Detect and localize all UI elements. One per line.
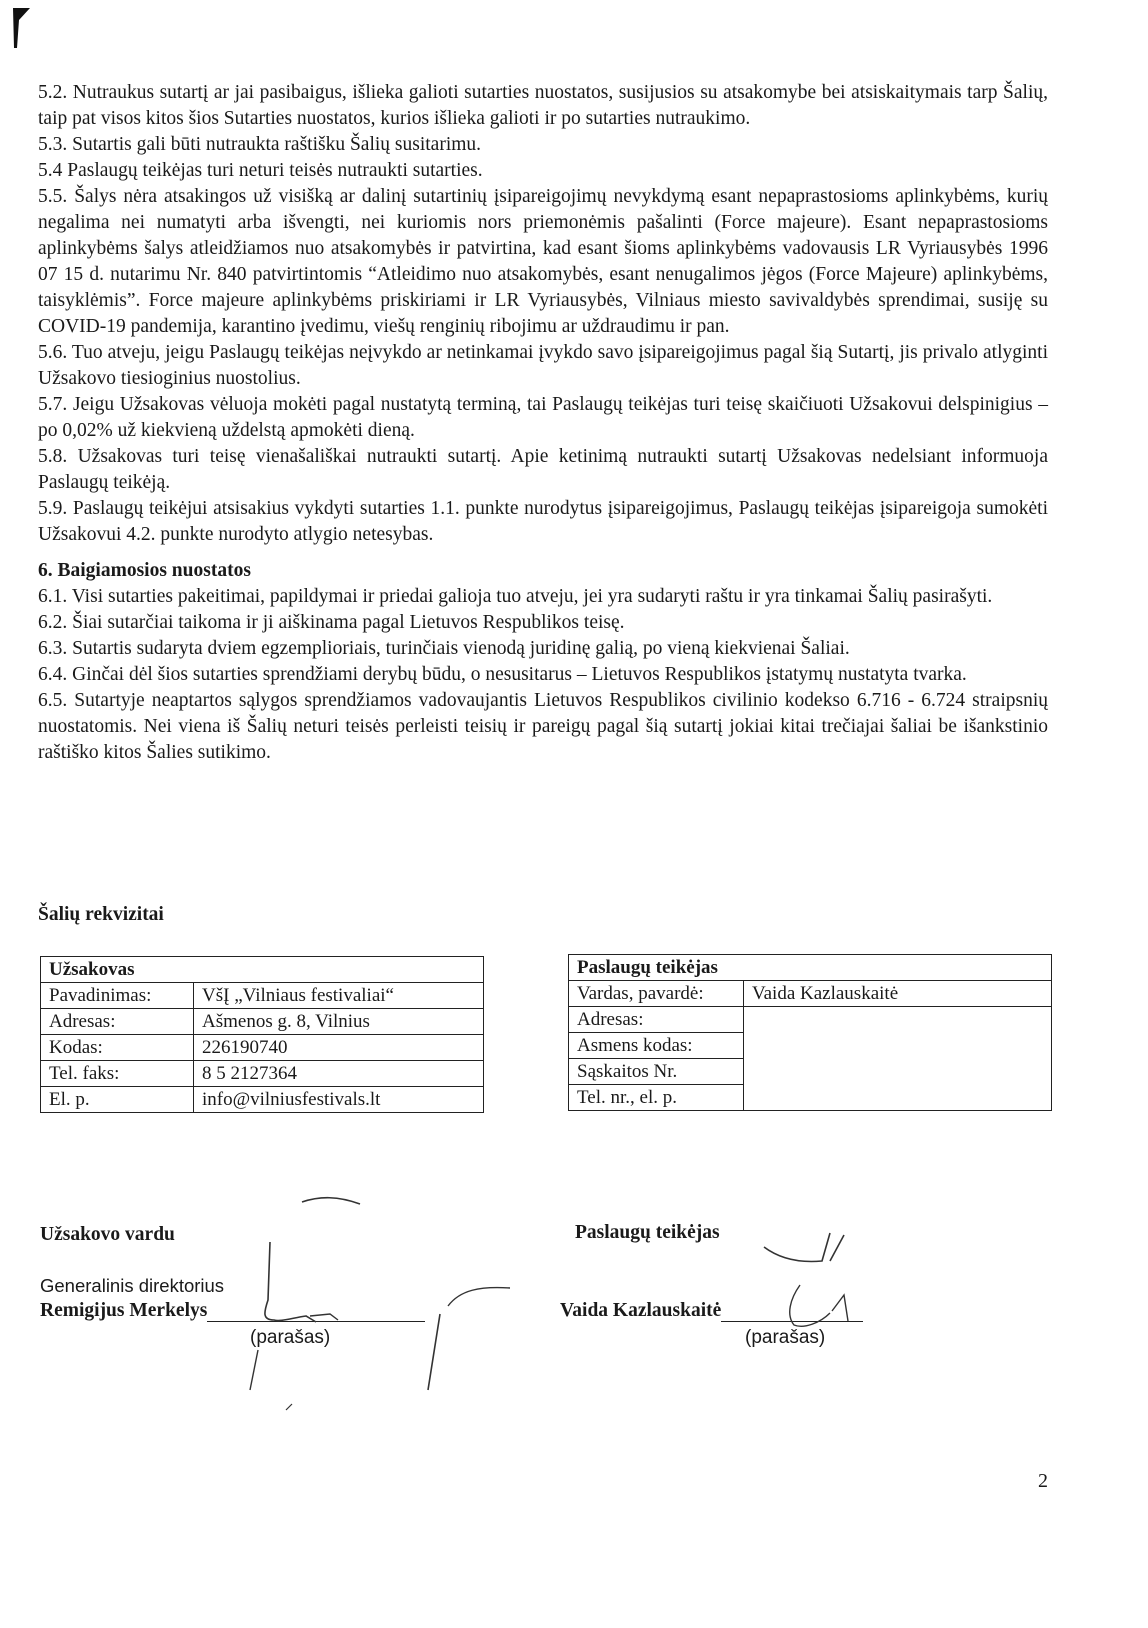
rekvizitai-heading: Šalių rekvizitai	[38, 904, 164, 925]
row-key: Pavadinimas:	[41, 983, 194, 1009]
row-key: Adresas:	[41, 1009, 194, 1035]
left-sign-role: Generalinis direktorius	[40, 1275, 225, 1296]
row-value: VšĮ „Vilniaus festivaliai“	[194, 983, 484, 1009]
teikejas-title: Paslaugų teikėjas	[569, 955, 1052, 981]
left-sign-caption: (parašas)	[250, 1327, 331, 1348]
table-row	[569, 1085, 1052, 1111]
clause-6-2: 6.2. Šiai sutarčiai taikoma ir ji aiškinama pagal Lietuvos Respublikos teisę.	[38, 612, 625, 633]
section-6-heading: 6. Baigiamosios nuostatos	[38, 560, 251, 581]
row-key: Adresas:	[569, 1007, 744, 1033]
row-key: Kodas:	[41, 1035, 194, 1061]
table-row	[41, 1035, 484, 1061]
right-sign-caption: (parašas)	[745, 1327, 826, 1348]
row-key: El. p.	[41, 1087, 194, 1113]
row-value	[744, 1085, 1052, 1111]
clause-6-3: 6.3. Sutartis sudaryta dviem egzemplioriais, turinčiais vienodą juridinę galią, po vieną kiekvienai Šaliai.	[38, 638, 850, 659]
clause-5-9: 5.9. Paslaugų teikėjui atsisakius vykdyti sutarties 1.1. punkte nurodytus įsipareigojimus, Paslaugų teikėjas įsipareigoja sumokėti Užsakovui 4.2. punkte nurodyto atlygio netesybas.	[38, 498, 1048, 545]
row-key: Asmens kodas:	[569, 1033, 744, 1059]
right-sign-heading: Paslaugų teikėjas	[575, 1222, 720, 1243]
right-handwritten-signature	[760, 1225, 910, 1345]
uzsakovas-title: Užsakovas	[41, 957, 484, 983]
clause-5-4: 5.4 Paslaugų teikėjas turi neturi teisės nutraukti sutarties.	[38, 160, 483, 181]
row-key: Vardas, pavardė:	[569, 981, 744, 1007]
row-key: Sąskaitos Nr.	[569, 1059, 744, 1085]
left-sign-name: Remigijus Merkelys	[40, 1300, 208, 1321]
clause-5-5: 5.5. Šalys nėra atsakingos už visišką ar dalinį sutartinių įsipareigojimų nevykdymą esant nepaprastosioms aplinkybėms, kurių negalima nei numatyti arba išvengti, nei kuriomis nors priemonėmis pašalinti (Force majeure). Esant nepaprastosioms aplinkybėms šalys atleidžiamos nuo atsakomybės ir patvirtina, kad esant šioms aplinkybėms vadovausis LR Vyriausybės 1996 07 15 d. nutarimu Nr. 840 patvirtintomis “Atleidimo nuo atsakomybės, esant nenugalimos jėgos (Force Majeure) aplinkybėms, taisyklėmis”. Force majeure aplinkybėms priskiriami ir LR Vyriausybės, Vilniaus miesto savivaldybės sprendimai, susiję su COVID-19 pandemija, karantino įvedimu, viešų renginių ribojimu ar uždraudimu ir pan.	[38, 186, 1048, 337]
row-key: Tel. faks:	[41, 1061, 194, 1087]
row-value	[744, 1033, 1052, 1059]
clause-6-5: 6.5. Sutartyje neaptartos sąlygos sprendžiamos vadovaujantis Lietuvos Respublikos civilinio kodekso 6.716 - 6.724 straipsnių nuostatomis. Nei viena iš Šalių neturi teisės perleisti teisių ir pareigų pagal šią sutartį jokiai kitai trečiajai šaliai be išankstinio raštiško kitos Šalies sutikimo.	[38, 690, 1048, 763]
page-number: 2	[1038, 1470, 1048, 1492]
row-value	[744, 1059, 1052, 1085]
table-row	[41, 1087, 484, 1113]
section-5-text	[38, 80, 1048, 766]
row-value: Ašmenos g. 8, Vilnius	[194, 1009, 484, 1035]
left-sign-heading: Užsakovo vardu	[40, 1224, 175, 1245]
table-row	[569, 1033, 1052, 1059]
clause-6-1: 6.1. Visi sutarties pakeitimai, papildymai ir priedai galioja tuo atveju, jei yra sudaryti raštu ir yra tinkamai Šalių pasirašyti.	[38, 586, 993, 607]
row-value: Vaida Kazlauskaitė	[744, 981, 1052, 1007]
table-row	[569, 1059, 1052, 1085]
teikejas-table	[568, 954, 1052, 1111]
clause-5-2: 5.2. Nutraukus sutartį ar jai pasibaigus, išlieka galioti sutarties nuostatos, susijusios su atsakomybe bei atsiskaitymais tarp Šalių, taip pat visos kitos šios Sutarties nuostatos, kurios išlieka galioti ir po sutarties nutraukimo.	[38, 82, 1048, 129]
clause-5-8: 5.8. Užsakovas turi teisę vienašališkai nutraukti sutartį. Apie ketinimą nutraukti sutartį Užsakovas nedelsiant informuoja Paslaugų teikėją.	[38, 446, 1048, 493]
right-sign-name: Vaida Kazlauskaitė	[560, 1300, 722, 1321]
row-value: info@vilniusfestivals.lt	[194, 1087, 484, 1113]
table-row	[569, 1007, 1052, 1033]
row-key: Tel. nr., el. p.	[569, 1085, 744, 1111]
row-value	[744, 1007, 1052, 1033]
row-value: 8 5 2127364	[194, 1061, 484, 1087]
left-handwritten-signature	[240, 1190, 540, 1420]
table-row	[41, 1061, 484, 1087]
table-row	[569, 981, 1052, 1007]
row-value: 226190740	[194, 1035, 484, 1061]
clause-5-7: 5.7. Jeigu Užsakovas vėluoja mokėti pagal nustatytą terminą, tai Paslaugų teikėjas turi teisę skaičiuoti Užsakovui delspinigius – po 0,02% už kiekvieną uždelstą apmokėti dieną.	[38, 394, 1048, 441]
table-row	[41, 983, 484, 1009]
clause-5-6: 5.6. Tuo atveju, jeigu Paslaugų teikėjas neįvykdo ar netinkamai įvykdo savo įsipareigojimus pagal šią Sutartį, jis privalo atlyginti Užsakovo tiesioginius nuostolius.	[38, 342, 1048, 389]
clause-5-3: 5.3. Sutartis gali būti nutraukta raštišku Šalių susitarimu.	[38, 134, 482, 155]
corner-mark	[10, 6, 32, 50]
table-row	[41, 1009, 484, 1035]
clause-6-4: 6.4. Ginčai dėl šios sutarties sprendžiami derybų būdu, o nesusitarus – Lietuvos Respublikos įstatymų nustatyta tvarka.	[38, 664, 967, 685]
uzsakovas-table	[40, 956, 484, 1113]
